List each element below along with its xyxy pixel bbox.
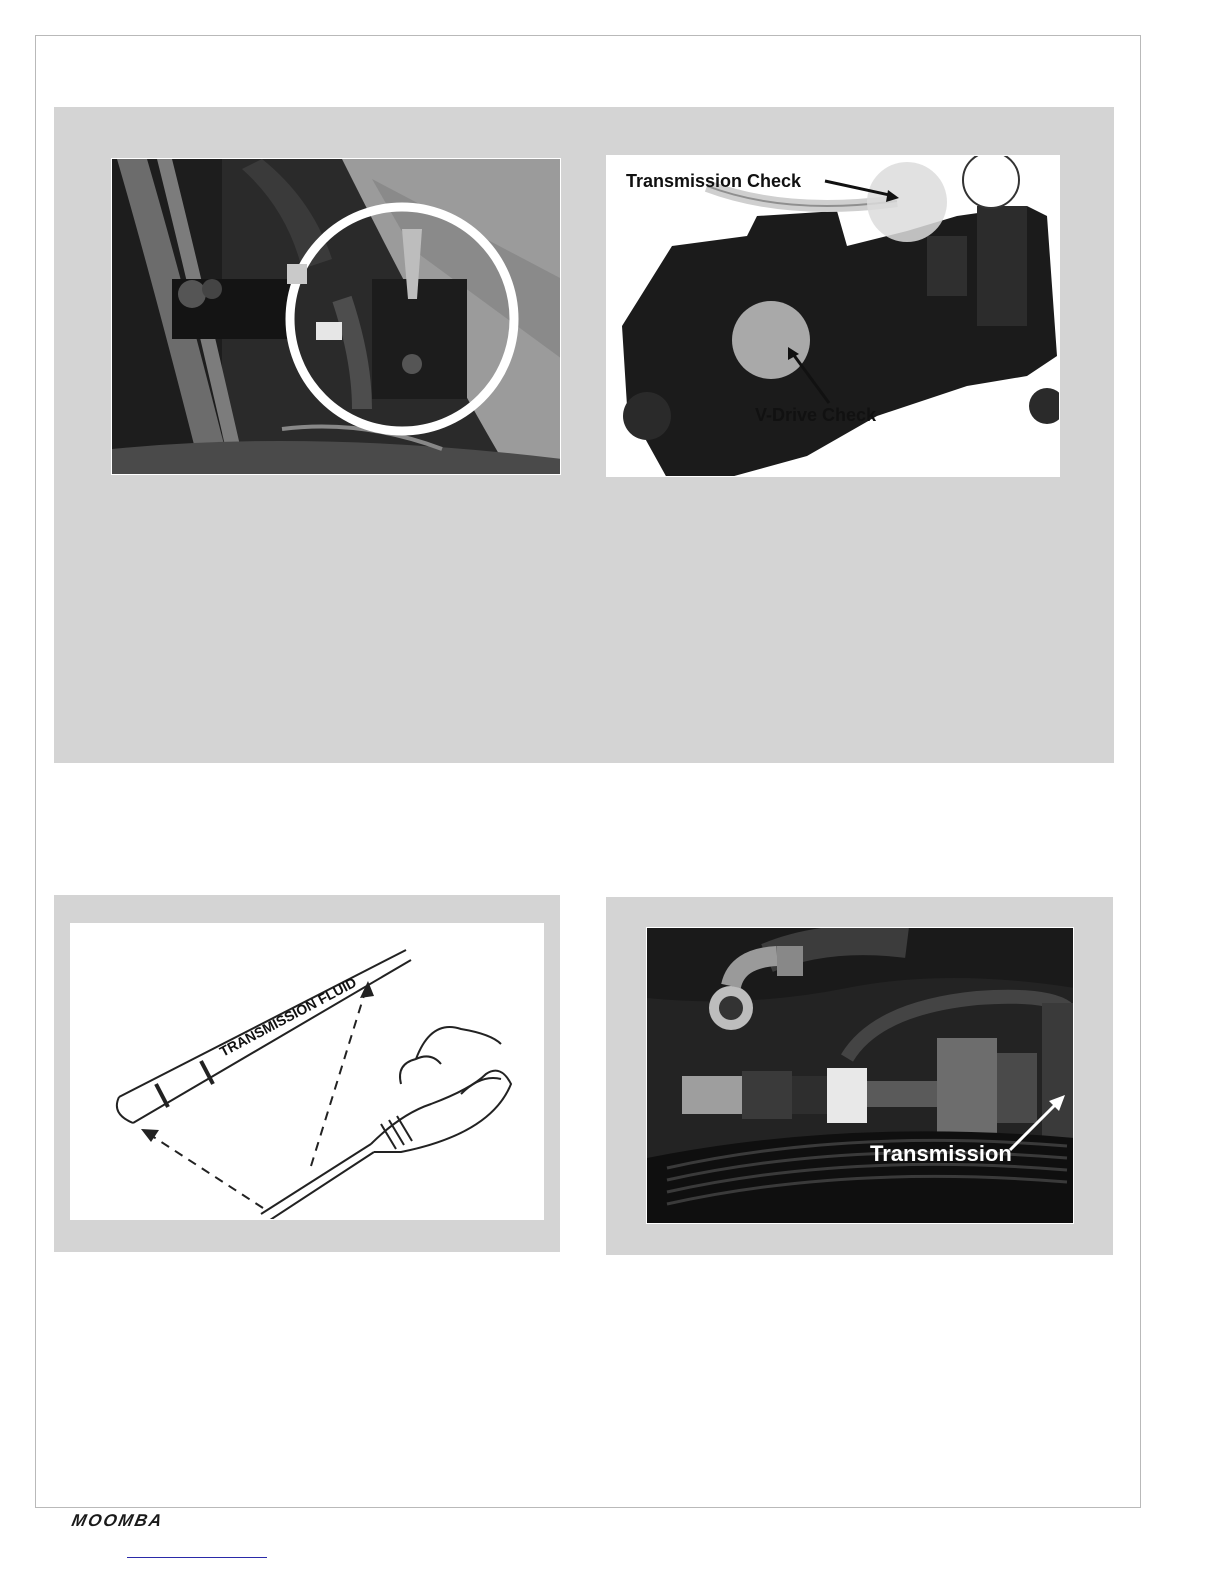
vdrive-transmission-photo bbox=[606, 155, 1060, 477]
footer-rule bbox=[127, 1557, 267, 1558]
moomba-logo: MOOMBA bbox=[70, 1511, 166, 1530]
vdrive-transmission-illustration bbox=[607, 156, 1060, 477]
inline-transmission-photo bbox=[646, 927, 1074, 1224]
inline-transmission-panel bbox=[606, 897, 1113, 1255]
engine-compartment-illustration bbox=[112, 159, 561, 475]
vdrive-check-label: V-Drive Check bbox=[755, 405, 877, 425]
dipstick-figure-panel bbox=[54, 895, 560, 1252]
dipstick-drawing bbox=[70, 923, 544, 1220]
transmission-check-label: Transmission Check bbox=[626, 171, 802, 191]
dipstick-label: TRANSMISSION FLUID bbox=[216, 973, 360, 1060]
transmission-label: Transmission bbox=[870, 1141, 1012, 1166]
top-figure-panel bbox=[54, 107, 1114, 763]
engine-compartment-photo bbox=[111, 158, 561, 475]
dipstick-illustration bbox=[71, 924, 544, 1220]
inline-transmission-illustration bbox=[647, 928, 1074, 1224]
